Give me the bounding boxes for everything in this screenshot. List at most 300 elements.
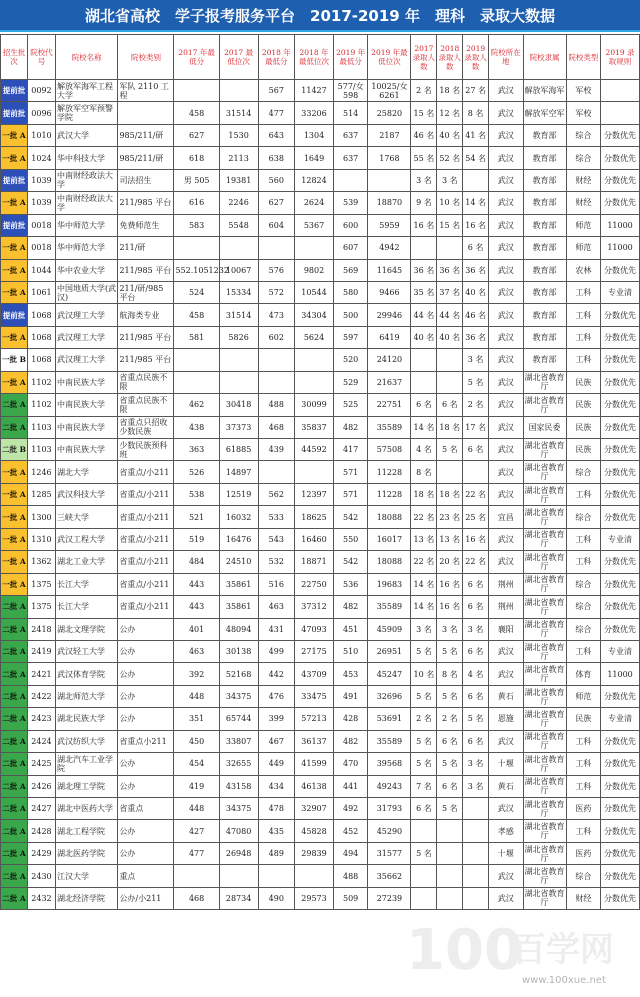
table-cell: 工科 (566, 551, 600, 573)
table-cell: 25 名 (463, 506, 489, 528)
table-cell: 18 名 (437, 483, 463, 505)
table-cell: 湖北省教育厅 (523, 439, 566, 461)
batch-cell: 二批 A (1, 685, 28, 707)
table-cell: 10544 (295, 281, 334, 303)
table-cell: 454 (174, 753, 219, 775)
batch-cell: 提前批 (1, 102, 28, 124)
table-cell: 36 名 (463, 259, 489, 281)
table-cell: 509 (333, 887, 367, 909)
school-name-cell: 湖北工业大学 (55, 551, 117, 573)
table-cell: 湖北省教育厅 (523, 730, 566, 752)
table-cell: 525 (333, 394, 367, 416)
column-header: 院校代号 (27, 35, 55, 80)
school-name-cell: 解放军海军工程大学 (55, 80, 117, 102)
table-cell (463, 820, 489, 842)
table-cell: 分数优先 (601, 618, 640, 640)
table-cell (174, 349, 219, 371)
table-cell: 451 (333, 618, 367, 640)
table-cell: 民族 (566, 416, 600, 438)
table-row (1, 192, 640, 214)
table-cell: 省重点/小211 (118, 461, 174, 483)
table-cell: 11645 (368, 259, 411, 281)
table-cell: 39568 (368, 753, 411, 775)
school-name-cell: 武汉科技大学 (55, 483, 117, 505)
table-cell: 11000 (601, 663, 640, 685)
table-cell: 46 名 (463, 304, 489, 326)
table-cell: 57213 (295, 708, 334, 730)
table-cell: 5 名 (463, 371, 489, 393)
batch-cell: 提前批 (1, 80, 28, 102)
table-cell: 民族 (566, 439, 600, 461)
table-cell: 教育部 (523, 124, 566, 146)
table-cell: 省重点 (118, 798, 174, 820)
table-row (1, 506, 640, 528)
table-row (1, 798, 640, 820)
batch-cell: 提前批 (1, 169, 28, 191)
batch-cell: 一批 A (1, 259, 28, 281)
table-cell: 532 (258, 551, 295, 573)
table-cell: 分数优先 (601, 461, 640, 483)
table-cell (463, 461, 489, 483)
table-cell: 470 (333, 753, 367, 775)
table-cell: 33206 (295, 102, 334, 124)
table-cell: 黄石 (489, 775, 523, 797)
table-cell: 1103 (27, 439, 55, 461)
table-cell: 1649 (295, 147, 334, 169)
table-cell: 428 (333, 708, 367, 730)
table-cell: 61885 (219, 439, 258, 461)
table-cell (258, 865, 295, 887)
table-cell: 湖北省教育厅 (523, 371, 566, 393)
table-cell: 分数优先 (601, 685, 640, 707)
school-name-cell: 武汉体育学院 (55, 663, 117, 685)
table-cell: 湖北省教育厅 (523, 573, 566, 595)
table-row (1, 124, 640, 146)
table-cell: 教育部 (523, 304, 566, 326)
table-cell: 577/女598 (333, 80, 367, 102)
table-cell: 2428 (27, 820, 55, 842)
table-cell: 18625 (295, 506, 334, 528)
table-cell: 财经 (566, 192, 600, 214)
table-cell: 16 名 (437, 596, 463, 618)
table-cell: 211/研/985 平台 (118, 281, 174, 303)
table-cell: 军队 2110 工程 (118, 80, 174, 102)
table-cell: 武汉 (489, 371, 523, 393)
table-cell: 2187 (368, 124, 411, 146)
batch-cell: 二批 A (1, 416, 28, 438)
table-cell: 0096 (27, 102, 55, 124)
batch-cell: 二批 A (1, 708, 28, 730)
table-cell: 湖北省教育厅 (523, 865, 566, 887)
table-cell: 体育 (566, 663, 600, 685)
table-cell: 211/985 平台 (118, 326, 174, 348)
table-cell: 20 名 (437, 551, 463, 573)
table-cell: 491 (333, 685, 367, 707)
table-cell: 43709 (295, 663, 334, 685)
school-name-cell: 湖北师范大学 (55, 685, 117, 707)
table-cell: 637 (333, 124, 367, 146)
table-cell: 11427 (295, 80, 334, 102)
table-cell: 省重点/小211 (118, 506, 174, 528)
table-cell: 司法招生 (118, 169, 174, 191)
table-cell: 36137 (295, 730, 334, 752)
table-row (1, 663, 640, 685)
table-cell: 627 (258, 192, 295, 214)
table-cell: 16017 (368, 528, 411, 550)
table-cell (463, 842, 489, 864)
table-cell: 分数优先 (601, 483, 640, 505)
table-cell: 公办 (118, 775, 174, 797)
table-cell: 27239 (368, 887, 411, 909)
table-cell: 34375 (219, 798, 258, 820)
table-body (1, 80, 640, 910)
table-cell: 襄阳 (489, 618, 523, 640)
table-cell: 10 名 (437, 192, 463, 214)
table-cell: 教育部 (523, 237, 566, 259)
batch-cell: 提前批 (1, 214, 28, 236)
table-cell: 武汉 (489, 865, 523, 887)
watermark-logo (404, 911, 634, 991)
table-cell: 2113 (219, 147, 258, 169)
table-cell: 工科 (566, 349, 600, 371)
table-cell: 16 名 (463, 528, 489, 550)
table-cell (368, 169, 411, 191)
table-cell: 22 名 (411, 506, 437, 528)
table-cell: 65744 (219, 708, 258, 730)
table-cell: 44 名 (411, 304, 437, 326)
table-cell: 国家民委 (523, 416, 566, 438)
table-cell: 分数优先 (601, 439, 640, 461)
batch-cell: 二批 A (1, 887, 28, 909)
table-cell: 5 名 (437, 685, 463, 707)
batch-cell: 一批 A (1, 371, 28, 393)
table-cell: 1039 (27, 192, 55, 214)
table-cell (437, 349, 463, 371)
table-cell: 武汉 (489, 730, 523, 752)
table-cell: 0018 (27, 237, 55, 259)
table-cell: 6 名 (463, 730, 489, 752)
table-cell: 专业清 (601, 708, 640, 730)
table-cell: 392 (174, 663, 219, 685)
table-cell: 47080 (219, 820, 258, 842)
table-cell: 省重点/小211 (118, 528, 174, 550)
table-row (1, 371, 640, 393)
table-cell: 52 名 (437, 147, 463, 169)
table-cell: 637 (333, 147, 367, 169)
table-cell: 专业清 (601, 281, 640, 303)
table-cell: 师范 (566, 685, 600, 707)
table-cell: 16476 (219, 528, 258, 550)
table-cell (174, 80, 219, 102)
table-cell: 19683 (368, 573, 411, 595)
table-cell: 武汉 (489, 461, 523, 483)
table-row (1, 596, 640, 618)
table-cell: 重点 (118, 865, 174, 887)
table-cell: 武汉 (489, 281, 523, 303)
table-row (1, 708, 640, 730)
table-cell: 6 名 (463, 439, 489, 461)
table-cell: 民族 (566, 371, 600, 393)
table-cell: 武汉 (489, 394, 523, 416)
table-cell: 1304 (295, 124, 334, 146)
table-cell: 482 (333, 416, 367, 438)
table-cell: 9802 (295, 259, 334, 281)
table-cell: 解放军空军 (523, 102, 566, 124)
table-cell (463, 798, 489, 820)
table-cell: 1010 (27, 124, 55, 146)
table-cell (219, 865, 258, 887)
table-cell: 2430 (27, 865, 55, 887)
table-cell: 17 名 (463, 416, 489, 438)
table-cell: 468 (258, 416, 295, 438)
table-cell: 54 名 (463, 147, 489, 169)
table-cell (258, 237, 295, 259)
table-cell (295, 865, 334, 887)
table-cell: 省重点/小211 (118, 573, 174, 595)
table-cell: 27175 (295, 640, 334, 662)
table-cell: 36 名 (437, 259, 463, 281)
table-header-row (1, 35, 640, 80)
table-cell: 431 (258, 618, 295, 640)
table-cell: 湖北省教育厅 (523, 483, 566, 505)
table-row (1, 618, 640, 640)
table-cell: 解放军海军 (523, 80, 566, 102)
table-cell: 11228 (368, 461, 411, 483)
table-cell: 综合 (566, 461, 600, 483)
table-cell (463, 887, 489, 909)
table-cell: 2432 (27, 887, 55, 909)
school-name-cell: 湖北大学 (55, 461, 117, 483)
table-cell: 32696 (368, 685, 411, 707)
table-cell: 467 (258, 730, 295, 752)
table-cell: 40 名 (463, 281, 489, 303)
school-name-cell: 长江大学 (55, 596, 117, 618)
table-cell: 26948 (219, 842, 258, 864)
school-name-cell: 武汉大学 (55, 124, 117, 146)
table-row (1, 887, 640, 909)
table-cell: 公办 (118, 842, 174, 864)
table-cell: 1068 (27, 304, 55, 326)
table-cell (601, 80, 640, 102)
table-cell: 3 名 (463, 775, 489, 797)
table-cell (219, 237, 258, 259)
table-cell: 分数优先 (601, 775, 640, 797)
table-cell: 439 (258, 439, 295, 461)
school-name-cell: 中南民族大学 (55, 371, 117, 393)
table-cell: 2 名 (437, 708, 463, 730)
table-cell: 工科 (566, 753, 600, 775)
table-cell (174, 237, 219, 259)
column-header: 2018 年最低位次 (295, 35, 334, 80)
table-cell: 47093 (295, 618, 334, 640)
table-cell: 5 名 (411, 842, 437, 864)
table-cell: 工科 (566, 326, 600, 348)
table-cell: 31514 (219, 304, 258, 326)
table-cell (437, 237, 463, 259)
school-name-cell: 中国地质大学(武汉) (55, 281, 117, 303)
table-cell: 571 (333, 483, 367, 505)
batch-cell: 一批 A (1, 528, 28, 550)
table-cell: 公办 (118, 663, 174, 685)
batch-cell: 二批 A (1, 865, 28, 887)
table-cell: 44592 (295, 439, 334, 461)
table-cell: 9 名 (411, 192, 437, 214)
table-cell: 22 名 (463, 483, 489, 505)
table-cell (295, 371, 334, 393)
table-cell: 35837 (295, 416, 334, 438)
table-cell: 463 (174, 640, 219, 662)
table-cell: 5 名 (411, 640, 437, 662)
table-cell: 468 (174, 887, 219, 909)
column-header: 2019 录取规则 (601, 35, 640, 80)
table-cell: 538 (174, 483, 219, 505)
table-cell: 12824 (295, 169, 334, 191)
table-cell: 1768 (368, 147, 411, 169)
batch-cell: 一批 A (1, 326, 28, 348)
table-cell: 41599 (295, 753, 334, 775)
table-cell: 607 (333, 237, 367, 259)
table-cell: 省重点只招收少数民族 (118, 416, 174, 438)
table-cell: 工科 (566, 528, 600, 550)
table-cell: 武汉 (489, 304, 523, 326)
table-cell: 省重点/小211 (118, 551, 174, 573)
table-cell: 1103 (27, 416, 55, 438)
table-cell: 2429 (27, 842, 55, 864)
table-cell: 49243 (368, 775, 411, 797)
table-cell: 十堰 (489, 753, 523, 775)
table-cell: 6 名 (463, 237, 489, 259)
table-cell: 482 (333, 596, 367, 618)
table-cell: 湖北省教育厅 (523, 528, 566, 550)
table-cell: 452 (333, 820, 367, 842)
table-cell: 211/研 (118, 237, 174, 259)
table-row (1, 685, 640, 707)
table-cell: 552.1051232 (174, 259, 219, 281)
watermark-mark: 100 (406, 918, 523, 983)
table-cell: 2 名 (411, 708, 437, 730)
table-cell: 18 名 (437, 80, 463, 102)
table-row (1, 237, 640, 259)
table-cell: 16460 (295, 528, 334, 550)
table-row (1, 416, 640, 438)
school-name-cell: 武汉纺织大学 (55, 730, 117, 752)
table-cell: 529 (333, 371, 367, 393)
table-cell: 417 (333, 439, 367, 461)
table-cell: 湖北省教育厅 (523, 685, 566, 707)
table-cell (333, 169, 367, 191)
column-header: 2018 年最低分 (258, 35, 295, 80)
table-cell: 16 名 (437, 573, 463, 595)
table-cell (463, 865, 489, 887)
table-cell: 分数优先 (601, 887, 640, 909)
table-cell: 5 名 (437, 640, 463, 662)
table-cell: 公办 (118, 708, 174, 730)
table-cell: 湖北省教育厅 (523, 461, 566, 483)
table-cell: 351 (174, 708, 219, 730)
column-header: 2019 录取人数 (463, 35, 489, 80)
table-cell: 15334 (219, 281, 258, 303)
table-cell: 5 名 (411, 685, 437, 707)
batch-cell: 二批 A (1, 730, 28, 752)
table-cell: 6 名 (463, 685, 489, 707)
table-cell: 1044 (27, 259, 55, 281)
table-cell: 45290 (368, 820, 411, 842)
table-cell: 36 名 (411, 259, 437, 281)
table-cell: 公办 (118, 640, 174, 662)
table-cell (463, 169, 489, 191)
table-cell: 438 (174, 416, 219, 438)
school-name-cell: 中南财经政法大学 (55, 192, 117, 214)
table-cell: 30099 (295, 394, 334, 416)
table-cell: 教育部 (523, 192, 566, 214)
table-cell: 教育部 (523, 214, 566, 236)
table-cell: 湖北省教育厅 (523, 798, 566, 820)
table-cell: 448 (174, 685, 219, 707)
school-name-cell: 武汉理工大学 (55, 304, 117, 326)
table-cell: 武汉 (489, 124, 523, 146)
table-cell (219, 349, 258, 371)
table-cell: 22751 (368, 394, 411, 416)
table-cell: 37373 (219, 416, 258, 438)
table-cell: 985/211/研 (118, 124, 174, 146)
column-header: 2018 录取人数 (437, 35, 463, 80)
table-cell: 湖北省教育厅 (523, 775, 566, 797)
table-cell: 2426 (27, 775, 55, 797)
table-cell: 分数优先 (601, 753, 640, 775)
table-cell: 7 名 (411, 775, 437, 797)
table-row (1, 573, 640, 595)
table-cell: 6 名 (463, 596, 489, 618)
table-cell: 综合 (566, 865, 600, 887)
table-cell: 40 名 (411, 326, 437, 348)
table-cell: 分数优先 (601, 551, 640, 573)
table-cell: 武汉 (489, 640, 523, 662)
table-cell: 600 (333, 214, 367, 236)
column-header: 院校隶属 (523, 35, 566, 80)
table-cell: 442 (258, 663, 295, 685)
table-row (1, 259, 640, 281)
table-cell: 5 名 (411, 730, 437, 752)
table-cell: 财经 (566, 169, 600, 191)
table-cell: 520 (333, 349, 367, 371)
table-cell: 财经 (566, 887, 600, 909)
table-cell: 35589 (368, 596, 411, 618)
table-cell: 公办 (118, 820, 174, 842)
table-cell: 工科 (566, 304, 600, 326)
table-cell: 542 (333, 506, 367, 528)
table-cell: 10025/女6261 (368, 80, 411, 102)
table-cell: 462 (174, 394, 219, 416)
table-cell: 分数优先 (601, 169, 640, 191)
table-cell: 571 (333, 461, 367, 483)
table-row (1, 394, 640, 416)
table-cell: 黄石 (489, 685, 523, 707)
table-cell: 572 (258, 281, 295, 303)
watermark-url: www.100xue.net (522, 975, 606, 986)
table-cell: 45909 (368, 618, 411, 640)
column-header: 招生批次 (1, 35, 28, 80)
school-name-cell: 湖北理工学院 (55, 775, 117, 797)
table-cell: 湖北省教育厅 (523, 551, 566, 573)
table-cell: 2246 (219, 192, 258, 214)
table-cell: 分数优先 (601, 573, 640, 595)
table-cell: 武汉 (489, 439, 523, 461)
table-cell: 9466 (368, 281, 411, 303)
table-cell: 专业清 (601, 640, 640, 662)
table-cell: 597 (333, 326, 367, 348)
table-cell: 618 (174, 147, 219, 169)
table-cell: 453 (333, 663, 367, 685)
